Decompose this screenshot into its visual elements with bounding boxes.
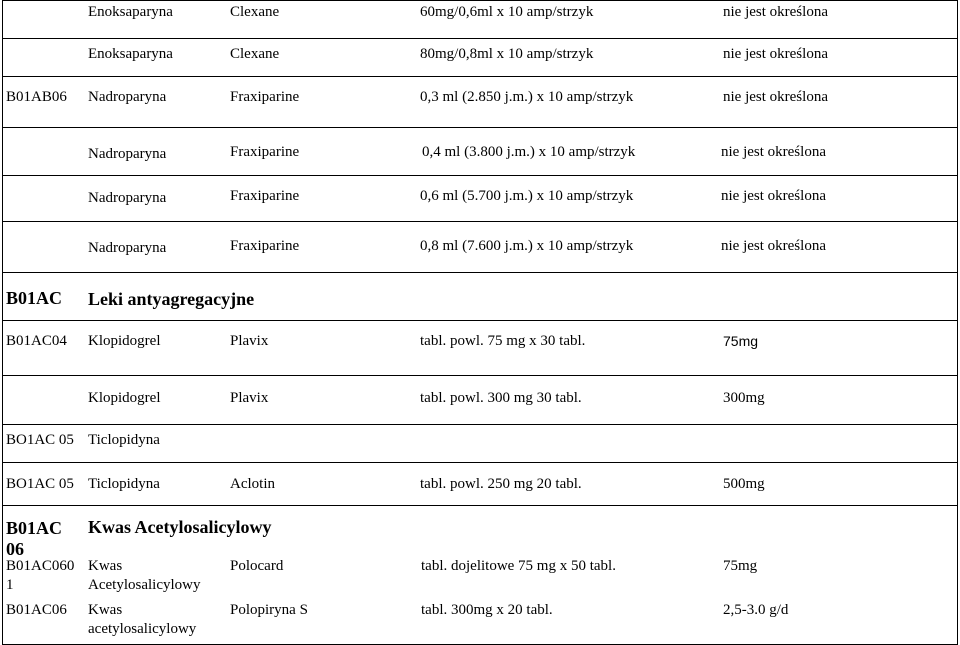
table-border-right <box>957 0 958 645</box>
dose-cell: 500mg <box>723 476 765 492</box>
substance-cell: Enoksaparyna <box>88 46 173 62</box>
form-cell: tabl. powl. 250 mg 20 tabl. <box>420 476 582 492</box>
dose-cell: nie jest określona <box>723 4 828 20</box>
table-border-left <box>2 0 3 645</box>
form-cell: 0,3 ml (2.850 j.m.) x 10 amp/strzyk <box>420 89 634 105</box>
substance-cell: Nadroparyna <box>88 146 167 162</box>
brand-cell: Clexane <box>230 46 280 62</box>
substance-cell: Klopidogrel <box>88 390 161 406</box>
dose-cell: nie jest określona <box>721 144 826 160</box>
dose-cell: nie jest określona <box>721 188 826 204</box>
substance-cell: Kwas acetylosalicylowy <box>88 602 197 637</box>
atc-code-cell: B01AC06 <box>6 602 67 618</box>
form-cell: tabl. dojelitowe 75 mg x 50 tabl. <box>421 558 616 574</box>
substance-cell: Enoksaparyna <box>88 4 173 20</box>
form-cell: 0,4 ml (3.800 j.m.) x 10 amp/strzyk <box>422 144 636 160</box>
brand-cell: Fraxiparine <box>230 89 300 105</box>
brand-cell: Plavix <box>230 333 269 349</box>
brand-cell: Clexane <box>230 4 280 20</box>
atc-code-cell: B01AC060 1 <box>6 558 75 593</box>
row-divider <box>2 272 958 273</box>
substance-cell: Nadroparyna <box>88 190 167 206</box>
atc-code-cell: BO1AC 05 <box>6 476 74 492</box>
substance-cell: Nadroparyna <box>88 89 167 105</box>
row-divider <box>2 320 958 321</box>
brand-cell: Fraxiparine <box>230 188 300 204</box>
dose-cell: 75mg <box>723 558 758 574</box>
section-title: Leki antyagregacyjne <box>88 289 255 309</box>
atc-code-cell: BO1AC 05 <box>6 432 74 448</box>
row-divider <box>2 221 958 222</box>
form-cell: tabl. powl. 300 mg 30 tabl. <box>420 390 582 406</box>
form-cell: tabl. 300mg x 20 tabl. <box>421 602 553 618</box>
form-cell: 80mg/0,8ml x 10 amp/strzyk <box>420 46 594 62</box>
brand-cell: Polocard <box>230 558 284 574</box>
brand-cell: Plavix <box>230 390 269 406</box>
row-divider <box>2 76 958 77</box>
row-divider <box>2 175 958 176</box>
substance-cell: Ticlopidyna <box>88 432 160 448</box>
brand-cell: Fraxiparine <box>230 238 300 254</box>
brand-cell: Aclotin <box>230 476 275 492</box>
substance-cell: Ticlopidyna <box>88 476 160 492</box>
dose-cell: nie jest określona <box>721 238 826 254</box>
brand-cell: Polopiryna S <box>230 602 308 618</box>
row-divider <box>2 505 958 506</box>
dose-cell: 75mg <box>723 333 759 349</box>
substance-cell: Nadroparyna <box>88 240 167 256</box>
row-divider <box>2 38 958 39</box>
substance-cell: Kwas Acetylosalicylowy <box>88 558 201 593</box>
form-cell: tabl. powl. 75 mg x 30 tabl. <box>420 333 586 349</box>
dose-cell: 2,5-3.0 g/d <box>723 602 789 618</box>
dose-cell: nie jest określona <box>723 89 828 105</box>
section-title: Kwas Acetylosalicylowy <box>88 517 272 537</box>
form-cell: 0,6 ml (5.700 j.m.) x 10 amp/strzyk <box>420 188 634 204</box>
atc-code-cell: B01AB06 <box>6 89 67 105</box>
row-divider <box>2 0 958 1</box>
row-divider <box>2 462 958 463</box>
dose-cell: 300mg <box>723 390 765 406</box>
section-code: B01AC 06 <box>6 518 63 559</box>
form-cell: 0,8 ml (7.600 j.m.) x 10 amp/strzyk <box>420 238 634 254</box>
dose-cell: nie jest określona <box>723 46 828 62</box>
row-divider <box>2 127 958 128</box>
row-divider <box>2 424 958 425</box>
row-divider <box>2 375 958 376</box>
substance-cell: Klopidogrel <box>88 333 161 349</box>
section-code: B01AC <box>6 288 63 308</box>
form-cell: 60mg/0,6ml x 10 amp/strzyk <box>420 4 594 20</box>
brand-cell: Fraxiparine <box>230 144 300 160</box>
atc-code-cell: B01AC04 <box>6 333 67 349</box>
